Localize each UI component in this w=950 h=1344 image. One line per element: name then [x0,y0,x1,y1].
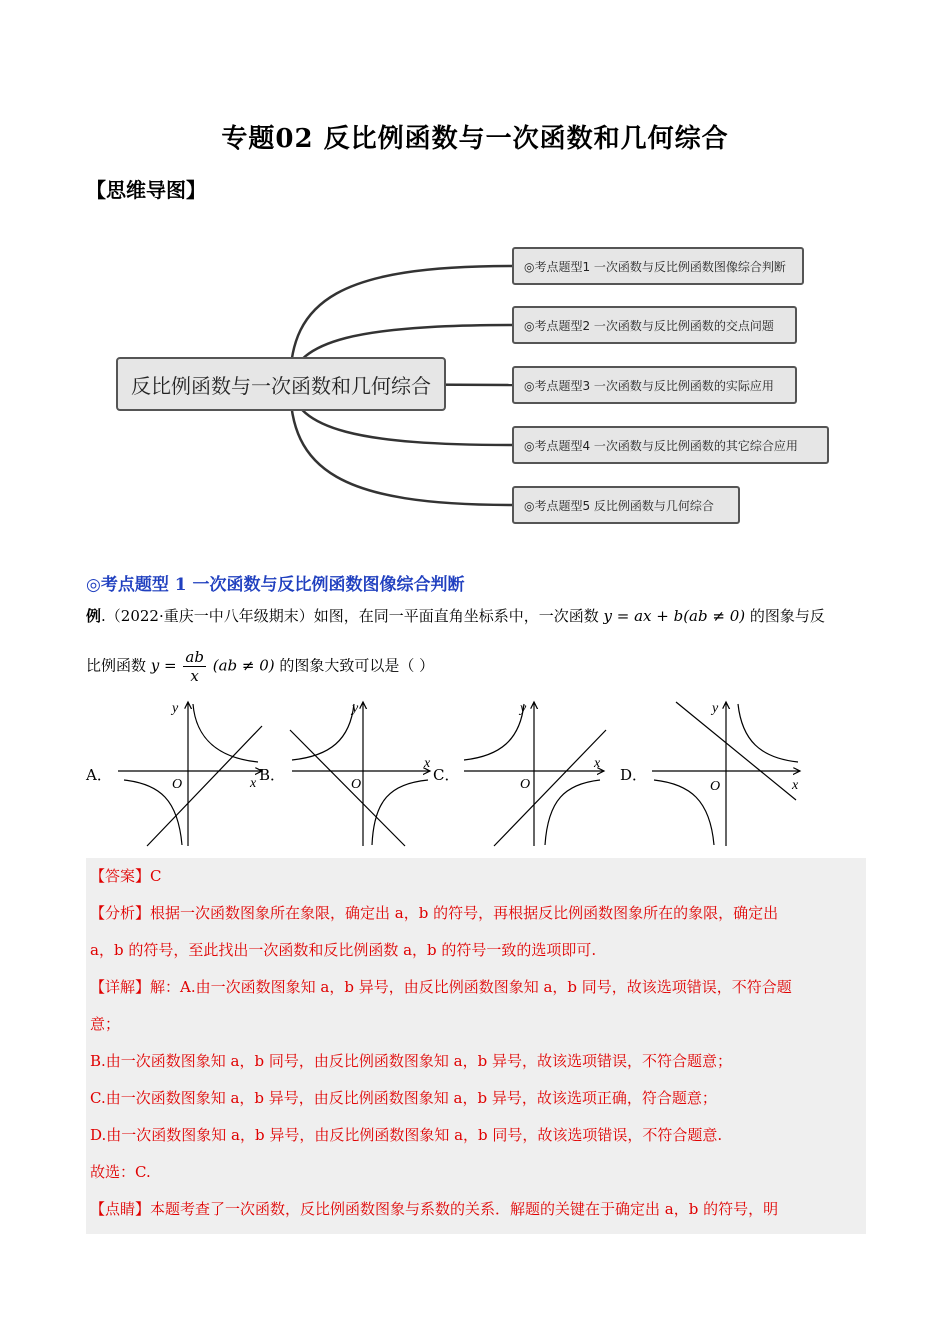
detail-line-c: C.由一次函数图象知 a，b 异号，由反比例函数图象知 a，b 异号，故该选项正确，符合题意； [90,1089,717,1107]
example-text-2b: 的图象大致可以是（ ） [279,656,435,675]
formula-linear: y = ax + b(ab ≠ 0) [603,607,746,625]
example-text-1a: .（2022·重庆一中八年级期末）如图，在同一平面直角坐标系中，一次函数 [101,607,599,625]
answer-value: C [150,867,162,885]
analysis-line-1 [86,895,866,932]
option-graphs [0,690,950,850]
option-b-label: B． [259,766,286,784]
detail-line-d: D.由一次函数图象知 a，b 异号，由反比例函数图象知 a，b 同号，故该选项错误，不符合题意. [90,1126,723,1144]
option-a-label: A． [86,766,112,784]
detail-line-b: B.由一次函数图象知 a，b 同号，由反比例函数图象知 a，b 异号，故该选项错误，不符合题意； [90,1052,732,1070]
mindmap-node-2: ◎考点题型2 一次函数与反比例函数的交点问题 [512,306,797,344]
section-heading: ◎考点题型 1 一次函数与反比例函数图像综合判断 [86,575,465,595]
graph-b [290,702,430,846]
graph-d [652,702,800,846]
graph-a-x: x [250,776,257,791]
detail-line-1 [86,969,866,1006]
comment-line [86,1191,866,1228]
detail-text-1: 解：A.由一次函数图象知 a，b 异号，由反比例函数图象知 a，b 同号，故该选项错误，不符合题 [150,978,792,996]
example-line-1 [86,604,866,628]
fraction-denominator: x [190,667,199,685]
graph-d-y: y [712,701,719,716]
mindmap-node-3: ◎考点题型3 一次函数与反比例函数的实际应用 [512,366,797,404]
graph-a-y: y [172,701,179,716]
mindmap-node-5: ◎考点题型5 反比例函数与几何综合 [512,486,740,524]
analysis-tag: 【分析】 [90,904,151,922]
example-text-1b: 的图象与反 [749,607,825,625]
example-text-2a: 比例函数 [86,656,147,675]
analysis-line-2: a，b 的符号，至此找出一次函数和反比例函数 a，b 的符号一致的选项即可. [90,941,597,959]
graph-c-y: y [520,701,527,716]
graph-d-origin: O [710,779,721,794]
mindmap-node-1: ◎考点题型1 一次函数与反比例函数图像综合判断 [512,247,804,285]
analysis-text-1: 根据一次函数图象所在象限，确定出 a，b 的符号，再根据反比例函数图象所在的象限，确定出 [150,904,779,922]
graph-a [118,702,262,846]
option-d-label: D． [620,766,648,784]
mindmap-heading: 【思维导图】 [86,178,206,202]
graph-b-origin: O [351,777,362,792]
mindmap-node-4: ◎考点题型4 一次函数与反比例函数的其它综合应用 [512,426,829,464]
graph-d-x: x [792,778,799,793]
example-label: 例 [86,607,102,625]
comment-text: 本题考查了一次函数，反比例函数图象与系数的关系．解题的关键在于确定出 a，b 的符号，明 [150,1200,779,1218]
choice-line: 故选：C. [90,1163,151,1181]
formula-lhs: y = [150,656,177,675]
answer-panel [86,858,866,1234]
graph-b-y: y [352,701,359,716]
graph-c [464,702,606,846]
mindmap-root: 反比例函数与一次函数和几何综合 [116,357,446,411]
graph-c-x: x [594,756,601,771]
option-c-label: C． [433,766,460,784]
page-title: 专题02 反比例函数与一次函数和几何综合 [221,124,729,154]
formula-condition: (ab ≠ 0) [212,656,275,675]
example-question [86,604,866,685]
comment-tag: 【点睛】 [90,1200,151,1218]
formula-fraction [183,648,206,685]
fraction-numerator: ab [185,648,204,666]
example-line-2 [86,648,866,685]
answer-line [86,858,866,895]
graph-b-x: x [424,756,431,771]
graph-a-origin: O [172,777,183,792]
detail-tag: 【详解】 [90,978,151,996]
graph-c-origin: O [520,777,531,792]
answer-tag: 【答案】 [90,867,151,885]
detail-line-2: 意； [90,1015,121,1033]
